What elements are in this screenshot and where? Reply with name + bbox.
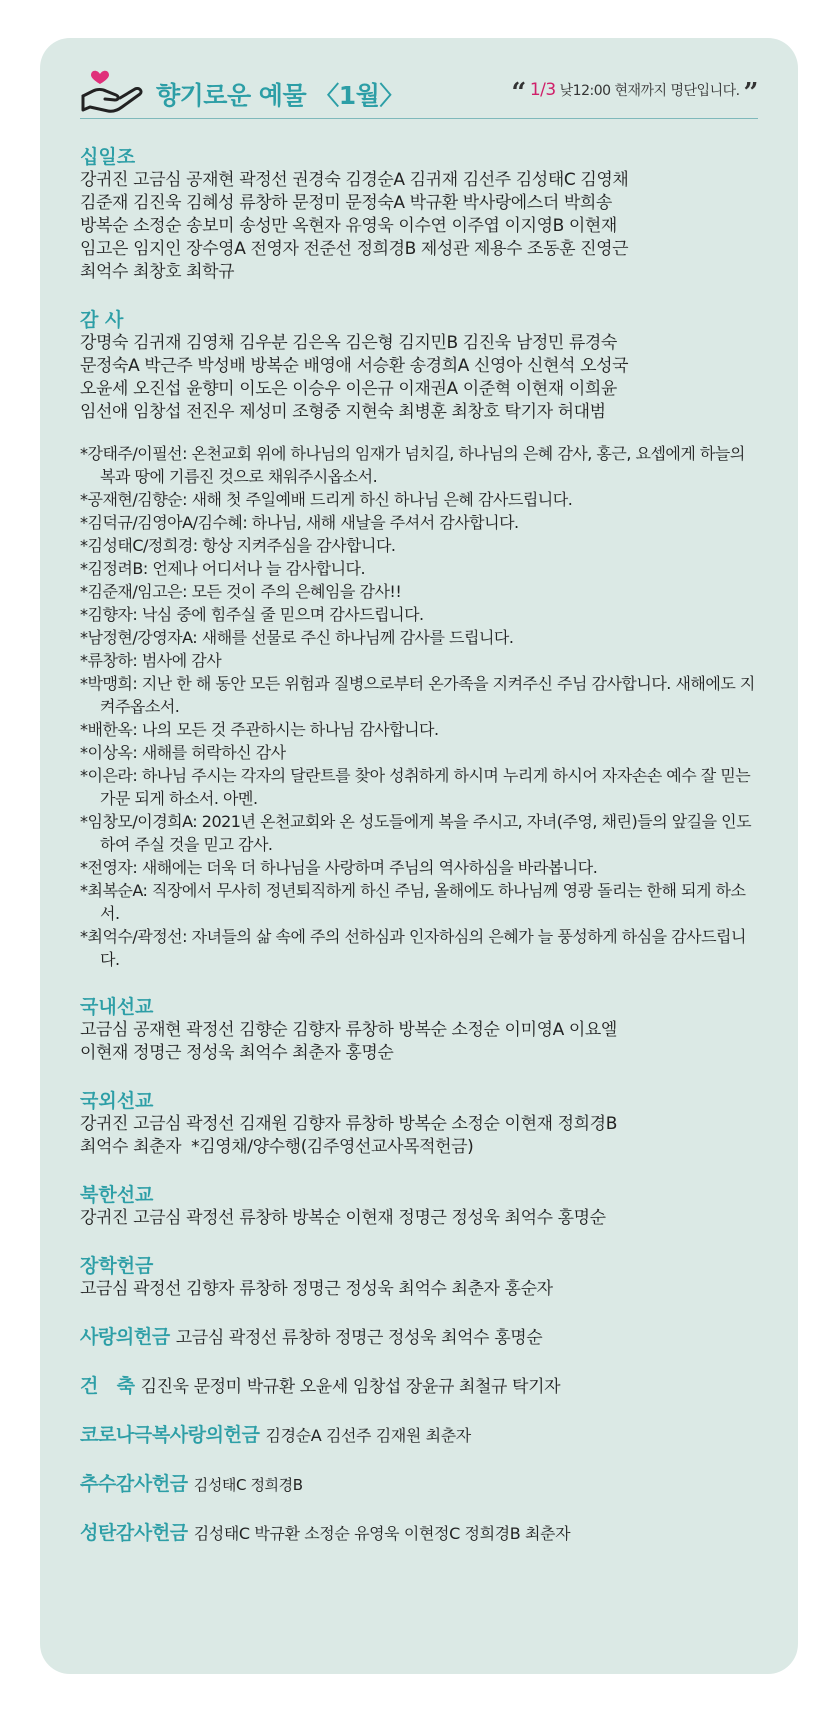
header	[80, 60, 758, 119]
name-line: 이현재 정명근 정성욱 최억수 최춘자 홍명순	[80, 1043, 394, 1063]
name-line: 강귀진 고금심 곽정선 김재원 김향자 류창하 방복순 소정순 이현재 정희경B	[80, 1114, 617, 1134]
name-line: 김성태C 박규환 소정순 유영욱 이현정C 정희경B 최춘자	[193, 1524, 571, 1543]
foreign-mission-section	[80, 1089, 758, 1159]
domestic-mission-section	[80, 995, 758, 1065]
hand-heart-icon	[80, 66, 146, 116]
name-line: 고금심 곽정선 김향자 류창하 정명근 정성욱 최억수 최춘자 홍순자	[80, 1279, 553, 1299]
building-offering-row	[80, 1374, 758, 1399]
thanks-message: *남정현/강영자A: 새해를 선물로 주신 하나님께 감사를 드립니다.	[80, 628, 514, 647]
name-line: 최억수 최춘자 *김영채/양수행(김주영선교사목적헌금)	[80, 1137, 474, 1157]
thanks-message: *김성태C/정희경: 항상 지켜주심을 감사합니다.	[80, 536, 396, 555]
name-line: 임선애 임창섭 전진우 제성미 조형중 지현숙 최병훈 최창호 탁기자 허대범	[80, 402, 606, 422]
note-date: 1/3	[529, 80, 556, 100]
thanks-message: *박맹희: 지난 한 해 동안 모든 위험과 질병으로부터 온가족을 지켜주신 주님 감사합니다. 새해에도 지켜주옵소서.	[80, 674, 755, 716]
name-line: 방복순 소정순 송보미 송성만 옥현자 유영욱 이수연 이주엽 이지영B 이현재	[80, 216, 617, 236]
name-line: 김경순A 김선주 김재원 최춘자	[265, 1426, 471, 1445]
thanks-message: *배한옥: 나의 모든 것 주관하시는 하나님 감사합니다.	[80, 720, 439, 739]
page-title: 향기로운 예물 〈1월〉	[156, 81, 404, 110]
section-title: 국내선교	[80, 996, 154, 1018]
section-title: 건 축	[80, 1375, 135, 1397]
thanks-message: *김향자: 낙심 중에 힘주실 줄 믿으며 감사드립니다.	[80, 605, 424, 624]
thanks-message: *최복순A: 직장에서 무사히 정년퇴직하게 하신 주님, 올해에도 하나님께 영광 돌리는 한해 되게 하소서.	[80, 881, 746, 923]
section-title: 추수감사헌금	[80, 1473, 188, 1495]
section-title: 북한선교	[80, 1184, 154, 1206]
section-title: 감 사	[80, 309, 124, 331]
section-title: 사랑의헌금	[80, 1326, 170, 1348]
name-line: 임고은 임지인 장수영A 전영자 전준선 정희경B 제성관 제용수 조동훈 진영근	[80, 239, 629, 259]
thanks-section	[80, 308, 758, 971]
name-line: 문정숙A 박근주 박성배 방복순 배영애 서승환 송경희A 신영아 신현석 오성국	[80, 356, 629, 376]
section-title: 십일조	[80, 146, 136, 168]
tithe-section	[80, 145, 758, 284]
nk-mission-section	[80, 1183, 758, 1230]
thanks-message: *김정려B: 언제나 어디서나 늘 감사합니다.	[80, 559, 366, 578]
name-line: 고금심 곽정선 류창하 정명근 정성욱 최억수 홍명순	[175, 1328, 543, 1348]
thanks-message: *강태주/이필선: 온천교회 위에 하나님의 임재가 넘치길, 하나님의 은혜 감사, 홍근, 요셉에게 하늘의 복과 땅에 기름진 것으로 채워주시옵소서.	[80, 444, 745, 486]
love-offering-row	[80, 1325, 758, 1350]
christmas-offering-row	[80, 1521, 758, 1546]
name-line: 김진욱 문정미 박규환 오윤세 임창섭 장윤규 최철규 탁기자	[140, 1377, 561, 1397]
thanks-message: *임창모/이경희A: 2021년 온천교회와 온 성도들에게 복을 주시고, 자녀(주영, 채린)들의 앞길을 인도하여 주실 것을 믿고 감사.	[80, 812, 752, 854]
thanks-message: *김덕규/김영아A/김수혜: 하나님, 새해 새날을 주셔서 감사합니다.	[80, 513, 519, 532]
name-line: 최억수 최창호 최학규	[80, 262, 235, 282]
thanks-message: *류창하: 범사에 감사	[80, 651, 222, 670]
thanks-message: *공재현/김향순: 새해 첫 주일예배 드리게 하신 하나님 은혜 감사드립니다.	[80, 490, 573, 509]
thanks-message: *이상옥: 새해를 허락하신 감사	[80, 743, 286, 762]
harvest-offering-row	[80, 1472, 758, 1497]
section-title: 코로나극복사랑의헌금	[80, 1424, 260, 1446]
corona-offering-row	[80, 1423, 758, 1448]
scholarship-section	[80, 1254, 758, 1301]
name-line: 김성태C 정희경B	[193, 1476, 303, 1494]
thanks-message: *이은라: 하나님 주시는 각자의 달란트를 찾아 성취하게 하시며 누리게 하시어 자자손손 예수 잘 믿는 가문 되게 하소서. 아멘.	[80, 766, 751, 808]
name-line: 강귀진 고금심 곽정선 류창하 방복순 이현재 정명근 정성욱 최억수 홍명순	[80, 1208, 606, 1228]
name-line: 강명숙 김귀재 김영채 김우분 김은옥 김은형 김지민B 김진욱 남정민 류경숙	[80, 333, 617, 353]
section-title: 성탄감사헌금	[80, 1522, 188, 1544]
name-line: 강귀진 고금심 공재현 곽정선 권경숙 김경순A 김귀재 김선주 김성태C 김영채	[80, 170, 629, 190]
name-line: 오윤세 오진섭 윤향미 이도은 이승우 이은규 이재권A 이준혁 이현재 이희윤	[80, 379, 617, 399]
close-quote: ”	[743, 78, 758, 108]
offering-card	[40, 38, 798, 1674]
name-line: 고금심 공재현 곽정선 김향순 김향자 류창하 방복순 소정순 이미영A 이요엘	[80, 1020, 617, 1040]
thanks-messages	[80, 442, 758, 971]
thanks-message: *전영자: 새해에는 더욱 더 하나님을 사랑하며 주님의 역사하심을 바라봅니다.	[80, 858, 598, 877]
note-text: 낮12:00 현재까지 명단입니다.	[555, 83, 740, 99]
thanks-message: *최억수/곽정선: 자녀들의 삶 속에 주의 선하심과 인자하심의 은혜가 늘 풍성하게 하심을 감사드립니다.	[80, 927, 746, 969]
thanks-message: *김준재/임고은: 모든 것이 주의 은혜임을 감사!!	[80, 582, 402, 601]
name-line: 김준재 김진욱 김혜성 류창하 문정미 문정숙A 박규환 박사랑에스더 박희송	[80, 193, 612, 213]
section-title: 국외선교	[80, 1090, 154, 1112]
open-quote: “	[511, 78, 526, 108]
date-note	[511, 78, 758, 108]
section-title: 장학헌금	[80, 1255, 154, 1277]
